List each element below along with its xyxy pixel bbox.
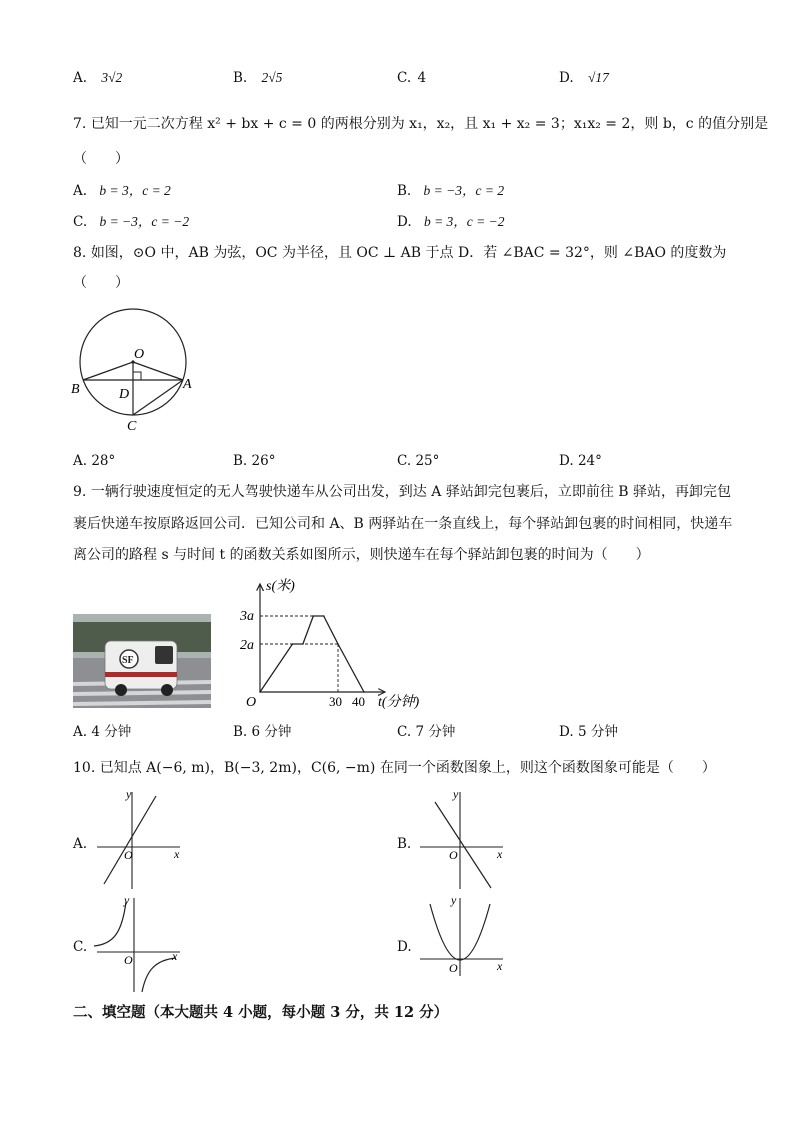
q7-answer-paren: （ ） [73,151,129,167]
label-b: B [71,382,80,397]
option-letter: B. [233,724,248,740]
q6-option-a[interactable] [73,69,122,87]
y-tick-3a: 3a [240,609,254,624]
question-number: 9. [73,484,87,500]
hyperbola-branch-right [142,958,176,992]
series-point [259,691,261,693]
q6-option-c[interactable] [397,69,426,87]
origin-label: O [449,848,458,862]
option-value: b = −3，c = −2 [99,214,190,229]
hyperbola-branch-left [94,902,126,946]
y-tick-2a: 2a [240,638,254,653]
option-value: 25° [415,453,440,469]
y-axis-label: s(米) [266,579,295,594]
y-label: y [453,787,459,801]
x-label: x [174,847,180,861]
series-point [323,615,325,617]
question-text: 如图，⊙O 中，AB 为弦，OC 为半径，且 OC ⊥ AB 于点 D．若 ∠BAC = 32°，则 ∠BAO 的度数为 [90,245,727,261]
label-d: D [119,387,130,402]
label-a: A [183,377,192,392]
q10-option-a-graph[interactable] [92,786,192,892]
option-letter: A. [73,453,88,469]
q9-option-c[interactable] [397,723,455,741]
option-letter: A. [73,724,88,740]
q7-stem [73,115,768,133]
question-text: 已知一元二次方程 x² + bx + c = 0 的两根分别为 x₁，x₂，且 x₁ + x₂ = 3；x₁x₂ = 2，则 b，c 的值分别是 [90,116,769,132]
vehicle-stripe [105,672,177,677]
option-value: 28° [91,453,116,469]
option-value: 7 分钟 [415,724,456,740]
q8-stem [73,244,726,262]
right-angle-mark [133,372,141,380]
distance-time-series-line [260,616,364,692]
increasing-line [104,796,156,884]
question-text: 已知点 A(−6, m)，B(−3, 2m)，C(6, −m) 在同一个函数图象上，则这个函数图象可能是（ ） [99,760,716,776]
q7-option-a[interactable] [73,182,171,200]
q7-option-b[interactable] [397,182,504,200]
series-point [363,691,365,693]
segment-ob [83,362,133,380]
question-number: 10. [73,760,96,776]
option-value: 3√2 [101,70,123,85]
option-value: b = 3，c = 2 [99,183,171,198]
option-letter: B. [233,453,248,469]
option-value: 2√5 [261,70,283,85]
q6-option-d[interactable] [559,69,609,87]
option-letter: D. [559,70,574,86]
option-letter: C. [397,453,412,469]
q10-option-d-graph[interactable] [415,892,515,980]
option-letter: D. [397,214,412,230]
x-label: x [497,959,503,973]
decreasing-line [435,802,491,888]
y-label: y [124,893,130,907]
option-letter: D. [559,724,574,740]
y-label: y [126,787,132,801]
q9-stem-line3: 离公司的路程 s 与时间 t 的函数关系如图所示，则快递车在每个驿站卸包裹的时间为（ ） [73,547,650,563]
q10-option-b-graph[interactable] [415,786,515,892]
sf-badge-text: SF [122,655,134,666]
q9-distance-time-graph [230,572,430,712]
option-letter: A. [73,183,88,199]
front-wheel [115,684,127,696]
option-letter: C. [397,70,412,86]
option-value: 24° [577,453,602,469]
segment-ac [133,380,183,415]
x-label: x [497,847,503,861]
origin-label: O [124,953,133,967]
y-label: y [451,893,457,907]
q9-stem-line2: 裹后快递车按原路返回公司．已知公司和 A、B 两驿站在一条直线上，每个驿站卸包裹的时间相同，快递车 [73,516,733,532]
rear-wheel [161,684,173,696]
label-c: C [127,419,137,434]
q7-option-c[interactable] [73,213,189,231]
delivery-vehicle-photo [73,614,211,708]
q10-option-c-letter[interactable]: C. [73,939,88,955]
origin-label: O [449,961,458,975]
option-value: 4 分钟 [91,724,132,740]
section-2-heading: 二、填空题（本大题共 4 小题，每小题 3 分，共 12 分） [73,1004,449,1021]
q9-stem-line1 [73,483,731,501]
q8-option-a[interactable] [73,452,115,470]
label-o: O [134,347,145,362]
q9-option-d[interactable] [559,723,618,741]
q10-option-d-letter[interactable]: D. [397,939,412,955]
q8-option-d[interactable] [559,452,602,470]
x-axis-label: t(分钟) [378,695,420,710]
x-label: x [172,949,178,963]
option-value: 5 分钟 [577,724,618,740]
q8-answer-paren: （ ） [73,275,129,291]
option-letter: C. [73,214,88,230]
q9-option-b[interactable] [233,723,291,741]
vehicle-window [155,646,173,664]
option-letter: C. [397,724,412,740]
option-value: b = 3，c = −2 [423,214,505,229]
option-letter: B. [397,183,412,199]
option-value: √17 [587,70,609,85]
origin-label: O [246,695,257,710]
q7-option-d[interactable] [397,213,505,231]
q9-option-a[interactable] [73,723,131,741]
q10-stem [73,759,716,777]
option-letter: D. [559,453,574,469]
option-value: b = −3，c = 2 [423,183,505,198]
q10-option-c-graph[interactable] [92,892,192,996]
question-text: 一辆行驶速度恒定的无人驾驶快递车从公司出发，到达 A 驿站卸完包裹后，立即前往 B 驿站，再卸完包 [90,484,732,500]
question-number: 8. [73,245,87,261]
q8-option-b[interactable] [233,452,275,470]
q6-option-b[interactable] [233,69,282,87]
x-tick-40: 40 [352,694,365,709]
x-tick-30: 30 [329,694,342,709]
option-value: 4 [417,70,427,86]
q8-option-c[interactable] [397,452,439,470]
option-letter: B. [233,70,248,86]
option-letter: A. [73,70,88,86]
option-value: 26° [251,453,276,469]
option-value: 6 分钟 [251,724,292,740]
q8-circle-figure [66,300,206,440]
q10-option-a-letter[interactable]: A. [73,836,88,852]
question-number: 7. [73,116,87,132]
q10-option-b-letter[interactable]: B. [397,836,412,852]
origin-label: O [124,848,133,862]
